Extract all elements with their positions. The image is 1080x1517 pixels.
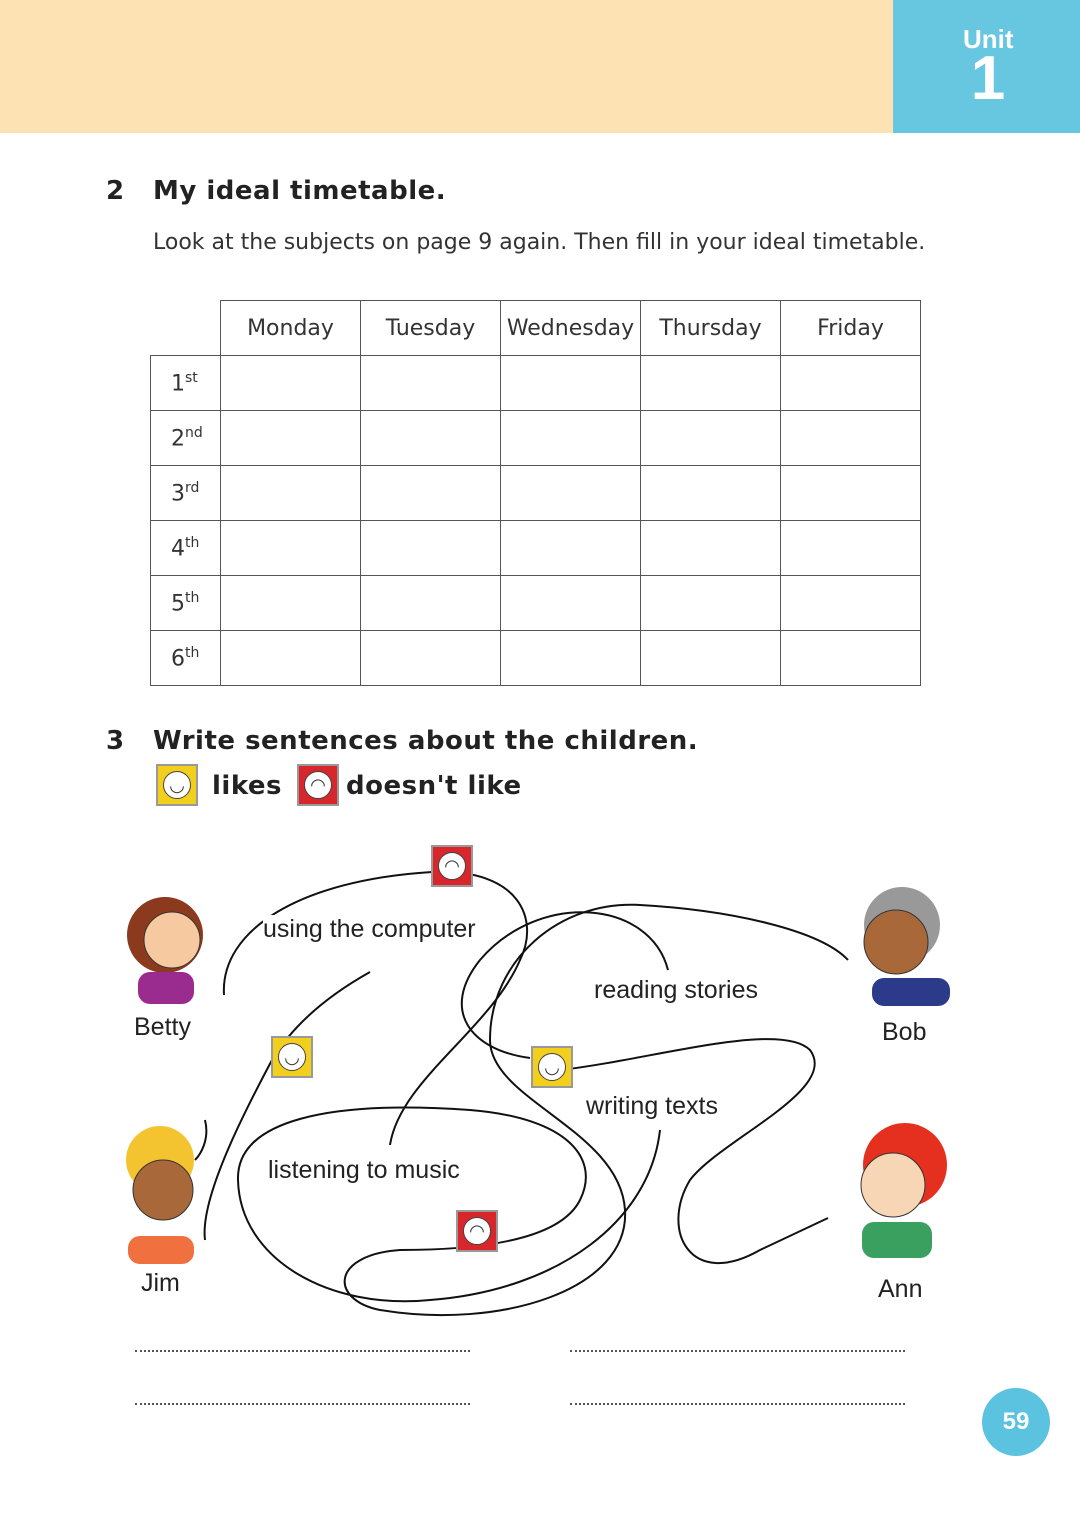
ann-illustration [861, 1123, 947, 1258]
period-label: 6th [151, 631, 221, 686]
sad-face-icon: ◠ [431, 845, 473, 887]
day-header: Friday [781, 301, 921, 356]
period-label: 2nd [151, 411, 221, 466]
period-label: 4th [151, 521, 221, 576]
child-name-ann: Ann [878, 1275, 923, 1303]
activity-label: using the computer [263, 915, 476, 943]
sad-face-icon: ◠ [297, 764, 339, 806]
day-header: Monday [221, 301, 361, 356]
exercise-2-title: My ideal timetable. [153, 176, 447, 206]
legend-likes: likes [212, 771, 283, 801]
activity-label: reading stories [594, 976, 758, 1004]
exercise-3-title: Write sentences about the children. [153, 726, 699, 756]
answer-line[interactable] [570, 1403, 905, 1405]
child-name-jim: Jim [141, 1269, 180, 1297]
answer-line[interactable] [570, 1350, 905, 1352]
bob-illustration [864, 887, 950, 1006]
answer-line[interactable] [135, 1403, 470, 1405]
exercise-2-number: 2 [106, 176, 125, 206]
smiley-face-icon: ◡ [156, 764, 198, 806]
jim-illustration [126, 1126, 194, 1264]
answer-line[interactable] [135, 1350, 470, 1352]
day-header: Wednesday [501, 301, 641, 356]
period-label: 5th [151, 576, 221, 631]
period-label: 1st [151, 356, 221, 411]
smiley-face-icon: ◡ [271, 1036, 313, 1078]
exercise-3-number: 3 [106, 726, 125, 756]
child-name-betty: Betty [134, 1013, 191, 1041]
unit-number: 1 [970, 44, 1006, 113]
child-name-bob: Bob [882, 1018, 927, 1046]
activity-label: listening to music [268, 1156, 460, 1184]
page-number: 59 [982, 1388, 1050, 1456]
period-label: 3rd [151, 466, 221, 521]
day-header: Thursday [641, 301, 781, 356]
exercise-2-instruction: Look at the subjects on page 9 again. Then fill in your ideal timetable. [153, 230, 926, 255]
legend-dislikes: doesn't like [346, 771, 522, 801]
activity-label: writing texts [586, 1092, 718, 1120]
sad-face-icon: ◠ [456, 1210, 498, 1252]
unit-label: Unit [963, 24, 1014, 54]
day-header: Tuesday [361, 301, 501, 356]
betty-illustration [127, 897, 203, 1004]
smiley-face-icon: ◡ [531, 1046, 573, 1088]
